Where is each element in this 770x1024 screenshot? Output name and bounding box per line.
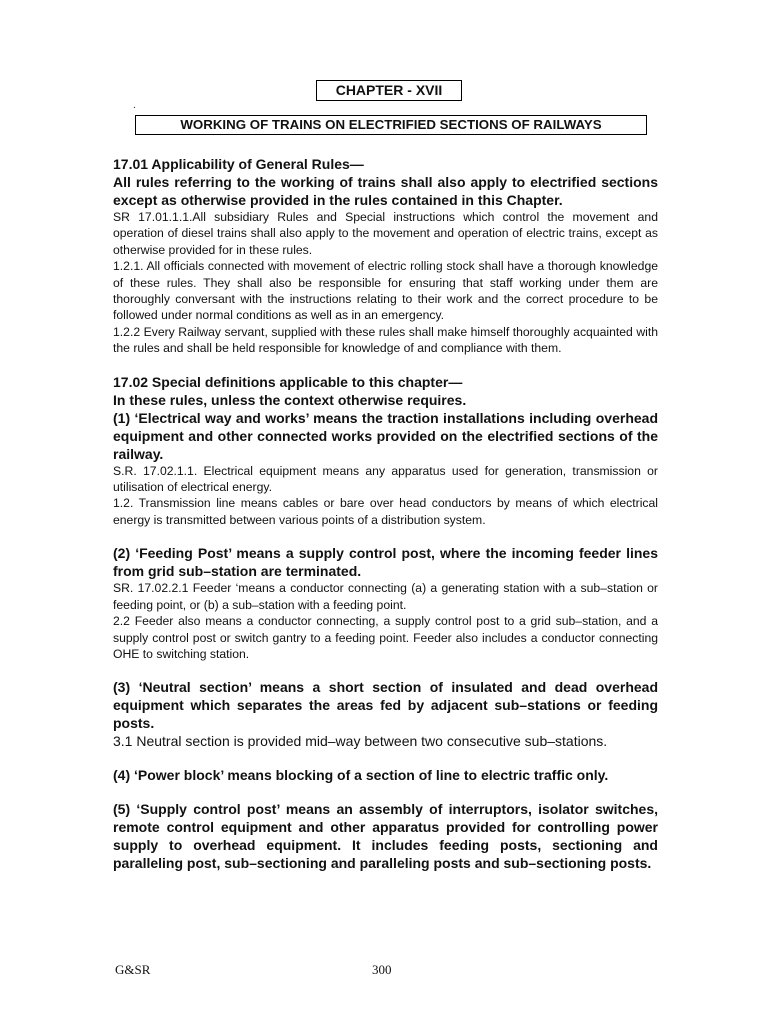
document-page <box>113 80 658 872</box>
section-1701-rule: All rules referring to the working of trains shall also apply to electrified sections except as otherwise provided in the rules contained in this Chapter. <box>113 174 658 208</box>
definition-5: (5) ‘Supply control post’ means an assembly of interruptors, isolator switches, remote control equipment and other apparatus provided for controlling power supply to overhead equipment. It includes feeding posts, sectioning and paralleling post, sub–sectioning and paralleling posts and sub–sectioning posts. <box>113 801 658 872</box>
chapter-title: WORKING OF TRAINS ON ELECTRIFIED SECTIONS OF RAILWAYS <box>135 115 647 135</box>
stray-mark: . <box>133 100 136 111</box>
definition-2: (2) ‘Feeding Post’ means a supply control post, where the incoming feeder lines from grid sub–station are terminated. <box>113 545 658 580</box>
definition-2-sr1: SR. 17.02.2.1 Feeder ‘means a conductor connecting (a) a generating station with a sub–station or feeding point, or (b) a sub–station with a feeding point. <box>113 581 658 612</box>
definition-1: (1) ‘Electrical way and works’ means the traction installations including overhead equipment and other connected works provided on the electrified sections of the railway. <box>113 409 658 462</box>
footer-label: G&SR <box>115 962 151 977</box>
definition-1-sr1: S.R. 17.02.1.1. Electrical equipment means any apparatus used for generation, transmission or utilisation of electrical energy. <box>113 463 658 495</box>
definition-1-sr2: 1.2. Transmission line means cables or bare over head conductors by means of which electrical energy is transmitted between various points of a distribution system. <box>113 496 658 527</box>
definition-3-sr1: 3.1 Neutral section is provided mid–way between two consecutive sub–stations. <box>113 733 608 750</box>
section-1701-heading: 17.01 Applicability of General Rules— <box>113 156 364 172</box>
subsidiary-rule-1: SR 17.01.1.1.All subsidiary Rules and Special instructions which control the movement and operation of diesel trains shall also apply to the movement and operation of electric trains, except as otherwise provided for in these rules. <box>113 210 658 257</box>
definition-2-sr2: 2.2 Feeder also means a conductor connecting, a supply control post to a grid sub–station, and a supply control post or switch gantry to a feeding point. Feeder also includes a conductor connecting OHE to switching station. <box>113 614 658 661</box>
definition-3: (3) ‘Neutral section’ means a short section of insulated and dead overhead equipment which separates the areas fed by adjacent sub–stations or feeding posts. <box>113 679 658 732</box>
section-1702-intro: In these rules, unless the context otherwise requires. <box>113 391 467 408</box>
subsidiary-rule-2: 1.2.1. All officials connected with movement of electric rolling stock shall have a thorough knowledge of these rules. They shall also be responsible for ensuring that staff working under them are thoroughly conversant with the instructions relating to their work and the correct procedure to be followed under normal conditions as well as in an emergency. <box>113 259 658 323</box>
definition-4: (4) ‘Power block’ means blocking of a section of line to electric traffic only. <box>113 767 609 784</box>
subsidiary-rule-3: 1.2.2 Every Railway servant, supplied with these rules shall make himself thoroughly acquainted with the rules and shall be held responsible for knowledge of and compliance with them. <box>113 324 658 356</box>
page-number: 300 <box>372 962 392 977</box>
section-1702-heading: 17.02 Special definitions applicable to this chapter— <box>113 373 463 390</box>
chapter-number: CHAPTER - XVII <box>316 80 462 101</box>
